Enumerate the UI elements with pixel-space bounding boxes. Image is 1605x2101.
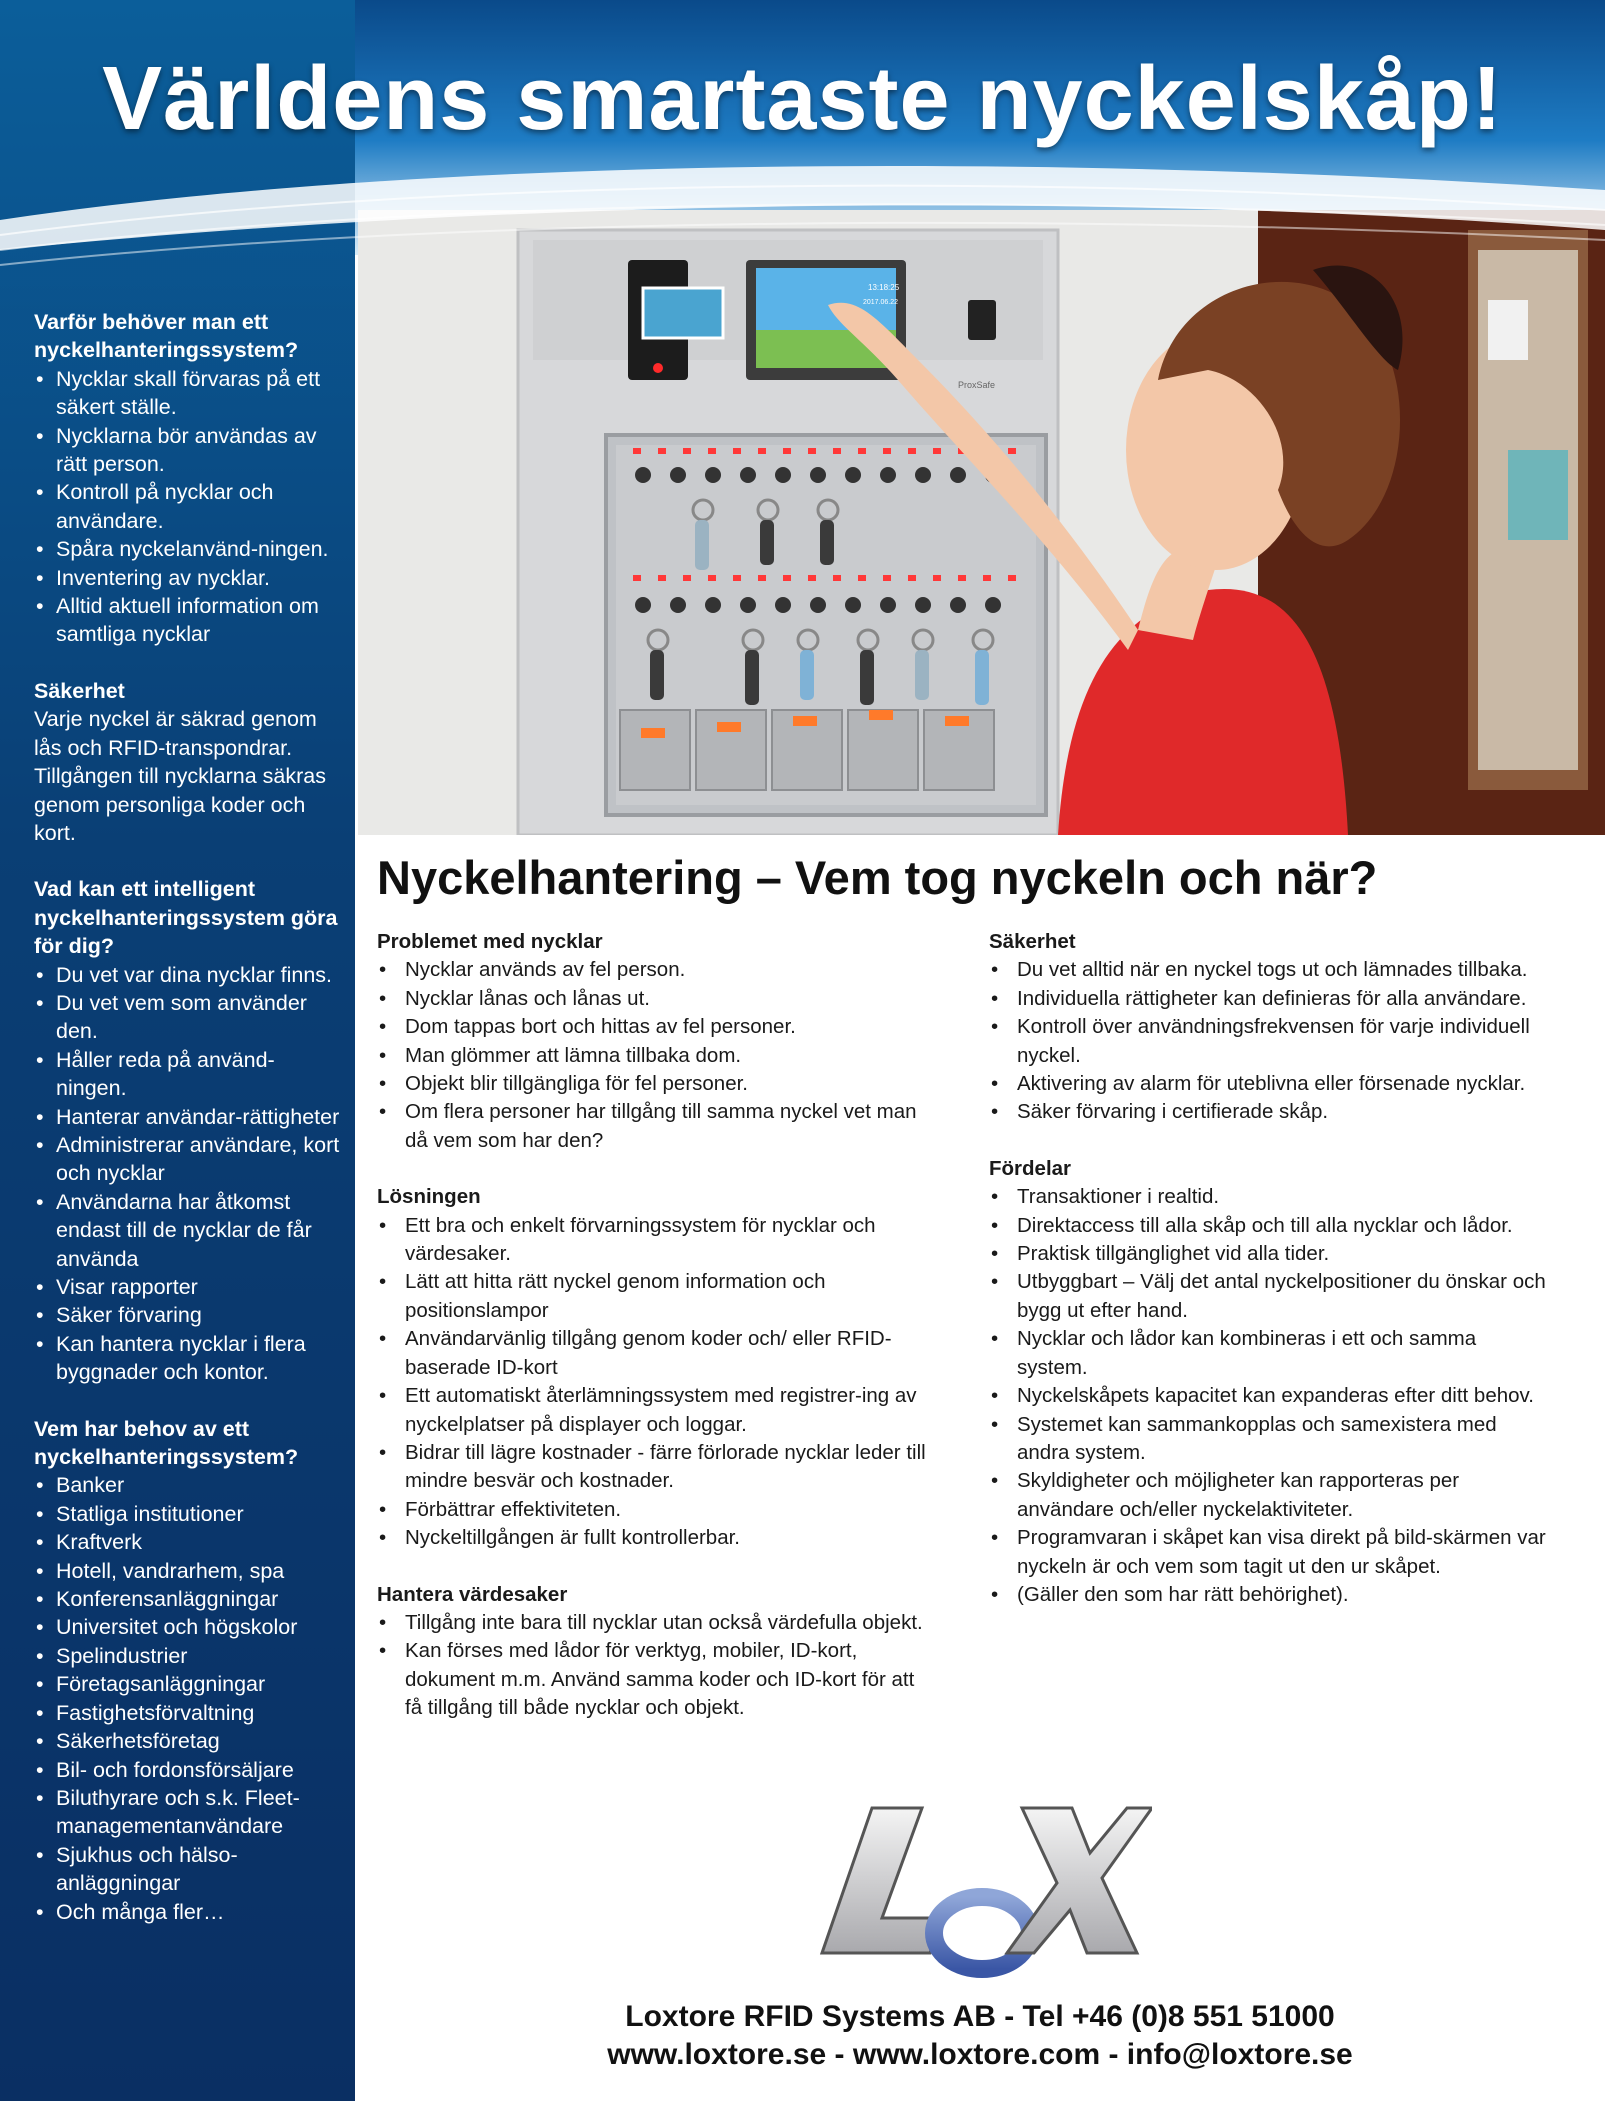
list-item: • Tillgång inte bara till nycklar utan också värdefulla objekt. bbox=[377, 1609, 937, 1637]
list-item: • Programvaran i skåpet kan visa direkt på bild-skärmen var nyckeln är och vem som tagit ut den ur skåpet. bbox=[989, 1524, 1549, 1581]
list-item: • Nycklar används av fel person. bbox=[377, 956, 937, 984]
list-item: • Användarna har åtkomst endast till de nycklar de får använda bbox=[34, 1188, 344, 1273]
list-item: • Spåra nyckelanvänd-ningen. bbox=[34, 535, 344, 563]
list-item: • Kraftverk bbox=[34, 1528, 344, 1556]
sidebar-section-security bbox=[34, 677, 344, 847]
section-title: Problemet med nycklar bbox=[377, 930, 603, 953]
section-problem bbox=[377, 928, 937, 1155]
main-column-right bbox=[989, 928, 1549, 1637]
main-heading: Nyckelhantering – Vem tog nyckeln och när? bbox=[377, 851, 1378, 904]
sidebar-list bbox=[34, 961, 344, 1387]
list-item: • Och många fler… bbox=[34, 1898, 344, 1926]
list-item: • Håller reda på använd-ningen. bbox=[34, 1046, 344, 1103]
list-item: • Visar rapporter bbox=[34, 1273, 344, 1301]
list-item: • Man glömmer att lämna tillbaka dom. bbox=[377, 1042, 937, 1070]
list-item: • Lätt att hitta rätt nyckel genom information och positionslampor bbox=[377, 1268, 937, 1325]
section-list bbox=[377, 1609, 937, 1723]
section-title: Hantera värdesaker bbox=[377, 1582, 568, 1606]
sidebar-section-what bbox=[34, 875, 344, 1386]
sidebar-list bbox=[34, 365, 344, 649]
list-item: • Företagsanläggningar bbox=[34, 1670, 344, 1698]
list-item: • Spelindustrier bbox=[34, 1642, 344, 1670]
page-headline: Världens smartaste nyckelskåp! bbox=[102, 49, 1503, 149]
footer-company-phone: Loxtore RFID Systems AB - Tel +46 (0)8 551 51000 bbox=[625, 2000, 1335, 2033]
list-item: • Ett bra och enkelt förvarningssystem för nycklar och värdesaker. bbox=[377, 1212, 937, 1269]
list-item: • Biluthyrare och s.k. Fleet-managementanvändare bbox=[34, 1784, 344, 1841]
list-item: • Kontroll på nycklar och användare. bbox=[34, 478, 344, 535]
list-item: • Skyldigheter och möjligheter kan rapporteras per användare och/eller nyckelaktiviteter. bbox=[989, 1467, 1549, 1524]
list-item: • Användarvänlig tillgång genom koder och/ eller RFID-baserade ID-kort bbox=[377, 1325, 937, 1382]
list-item: • Systemet kan sammankopplas och samexistera med andra system. bbox=[989, 1411, 1549, 1468]
list-item: • Ett automatiskt återlämningssystem med registrer-ing av nyckelplatser på displayer och loggar. bbox=[377, 1382, 937, 1439]
list-item: • Direktaccess till alla skåp och till alla nycklar och lådor. bbox=[989, 1212, 1549, 1240]
footer-web-email: www.loxtore.se - www.loxtore.com - info@loxtore.se bbox=[607, 2038, 1353, 2071]
list-item: • Nycklar skall förvaras på ett säkert ställe. bbox=[34, 365, 344, 422]
logo-text: LOX bbox=[812, 1798, 815, 1799]
screen-time: 13:18:25 bbox=[868, 283, 900, 292]
section-valuables bbox=[377, 1581, 937, 1723]
sidebar-section-title: Vad kan ett intelligent nyckelhanteringssystem göra för dig? bbox=[34, 877, 338, 959]
section-title: Lösningen bbox=[377, 1185, 481, 1209]
list-item: • Hotell, vandrarhem, spa bbox=[34, 1557, 344, 1585]
sidebar-section-title: Säkerhet bbox=[34, 678, 125, 703]
section-list bbox=[377, 1212, 937, 1553]
section-list bbox=[989, 1183, 1549, 1609]
list-item: • Förbättrar effektiviteten. bbox=[377, 1496, 937, 1524]
list-item: • Du vet alltid när en nyckel togs ut och lämnades tillbaka. bbox=[989, 956, 1549, 984]
list-item: • Säkerhetsföretag bbox=[34, 1727, 344, 1755]
list-item: • Alltid aktuell information om samtliga nycklar bbox=[34, 592, 344, 649]
list-item: • Nycklarna bör användas av rätt person. bbox=[34, 422, 344, 479]
list-item: • Bidrar till lägre kostnader - färre förlorade nycklar leder till mindre besvär och kostnader. bbox=[377, 1439, 937, 1496]
sidebar-section-text: Varje nyckel är säkrad genom lås och RFID-transpondrar. Tillgången till nycklarna säkras genom personliga koder och kort. bbox=[34, 707, 326, 845]
list-item: • Du vet var dina nycklar finns. bbox=[34, 961, 344, 989]
list-item: • (Gäller den som har rätt behörighet). bbox=[989, 1581, 1549, 1609]
section-title: Säkerhet bbox=[989, 930, 1076, 953]
list-item: • Praktisk tillgänglighet vid alla tider. bbox=[989, 1240, 1549, 1268]
sidebar-list bbox=[34, 1471, 344, 1926]
list-item: • Nycklar och lådor kan kombineras i ett och samma system. bbox=[989, 1325, 1549, 1382]
list-item: • Bil- och fordonsförsäljare bbox=[34, 1756, 344, 1784]
list-item: • Sjukhus och hälso-anläggningar bbox=[34, 1841, 344, 1898]
section-benefits bbox=[989, 1155, 1549, 1610]
list-item: • Transaktioner i realtid. bbox=[989, 1183, 1549, 1211]
list-item: • Säker förvaring bbox=[34, 1301, 344, 1329]
list-item: • Fastighetsförvaltning bbox=[34, 1699, 344, 1727]
sidebar-section-title: Vem har behov av ett nyckelhanteringssystem? bbox=[34, 1416, 299, 1470]
list-item: • Konferensanläggningar bbox=[34, 1585, 344, 1613]
section-solution bbox=[377, 1183, 937, 1552]
section-security bbox=[989, 928, 1549, 1127]
list-item: • Universitet och högskolor bbox=[34, 1613, 344, 1641]
section-list bbox=[989, 956, 1549, 1126]
header-swoosh bbox=[0, 150, 1605, 310]
list-item: • Individuella rättigheter kan definieras för alla användare. bbox=[989, 985, 1549, 1013]
list-item: • Nyckelskåpets kapacitet kan expanderas efter ditt behov. bbox=[989, 1382, 1549, 1410]
lox-logo bbox=[812, 1798, 1152, 1978]
list-item: • Om flera personer har tillgång till samma nyckel vet man då vem som har den? bbox=[377, 1098, 937, 1155]
list-item: • Nyckeltillgången är fullt kontrollerbar. bbox=[377, 1524, 937, 1552]
cabinet-brand: ProxSafe bbox=[958, 380, 996, 390]
list-item: • Administrerar användare, kort och nycklar bbox=[34, 1131, 344, 1188]
list-item: • Statliga institutioner bbox=[34, 1500, 344, 1528]
list-item: • Nycklar lånas och lånas ut. bbox=[377, 985, 937, 1013]
screen-date: 2017.06.22 bbox=[863, 299, 899, 306]
list-item: • Hanterar användar-rättigheter bbox=[34, 1103, 344, 1131]
list-item: • Banker bbox=[34, 1471, 344, 1499]
list-item: • Aktivering av alarm för uteblivna eller försenade nycklar. bbox=[989, 1070, 1549, 1098]
list-item: • Utbyggbart – Välj det antal nyckelpositioner du önskar och bygg ut efter hand. bbox=[989, 1268, 1549, 1325]
list-item: • Du vet vem som använder den. bbox=[34, 989, 344, 1046]
sidebar-content bbox=[34, 308, 344, 1954]
section-title: Fördelar bbox=[989, 1156, 1072, 1180]
sidebar-section-title: Varför behöver man ett nyckelhanteringssystem? bbox=[34, 310, 299, 363]
list-item: • Kan hantera nycklar i flera byggnader och kontor. bbox=[34, 1330, 344, 1387]
list-item: • Kan förses med lådor för verktyg, mobiler, ID-kort, dokument m.m. Använd samma koder och ID-kort för att få tillgång till både nycklar och objekt. bbox=[377, 1637, 937, 1722]
list-item: • Dom tappas bort och hittas av fel personer. bbox=[377, 1013, 937, 1041]
sidebar-section-who bbox=[34, 1415, 344, 1926]
list-item: • Inventering av nycklar. bbox=[34, 564, 344, 592]
sidebar-section-why bbox=[34, 308, 344, 649]
list-item: • Objekt blir tillgängliga för fel personer. bbox=[377, 1070, 937, 1098]
list-item: • Kontroll över användningsfrekvensen för varje individuell nyckel. bbox=[989, 1013, 1549, 1070]
list-item: • Säker förvaring i certifierade skåp. bbox=[989, 1098, 1549, 1126]
section-list bbox=[377, 956, 937, 1155]
main-column-left bbox=[377, 928, 937, 1751]
